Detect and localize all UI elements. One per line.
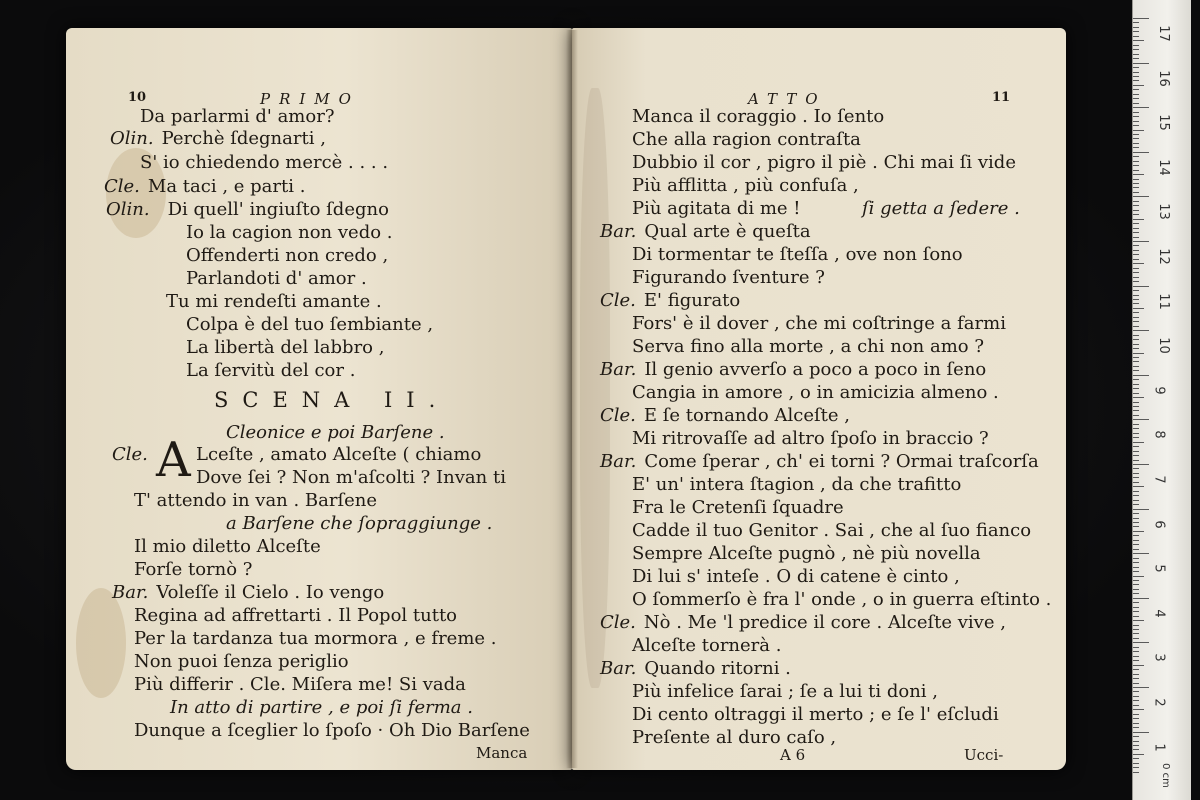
ruler-tick [1133, 237, 1139, 238]
ruler-tick [1133, 344, 1139, 345]
ruler-tick [1133, 549, 1139, 550]
verse-line: Sempre Alceſte pugnò , nè più novella [632, 543, 981, 564]
ruler-tick [1133, 18, 1149, 19]
ruler-tick [1133, 353, 1144, 354]
verse-line: Più infelice ſarai ; ſe a lui ti doni , [632, 681, 938, 702]
ruler-tick [1133, 370, 1139, 371]
ruler-tick [1133, 562, 1139, 563]
ruler-tick [1133, 397, 1144, 398]
measuring-ruler [1132, 0, 1191, 800]
ruler-tick [1133, 375, 1149, 376]
ruler-tick [1133, 152, 1149, 153]
ruler-tick [1133, 580, 1139, 581]
paper-stain [580, 88, 610, 688]
ruler-tick [1133, 522, 1139, 523]
ruler-tick [1133, 286, 1149, 287]
ruler-tick [1133, 616, 1139, 617]
ruler-tick [1133, 625, 1139, 626]
ruler-tick [1133, 460, 1139, 461]
ruler-tick [1133, 205, 1139, 206]
verse-line: Per la tardanza tua mormora , e freme . [134, 628, 497, 649]
ruler-tick [1133, 691, 1139, 692]
ruler-tick [1133, 388, 1139, 389]
ruler-tick [1133, 165, 1139, 166]
ruler-tick [1133, 366, 1139, 367]
ruler-tick [1133, 49, 1139, 50]
ruler-tick [1133, 428, 1139, 429]
ruler-tick [1133, 312, 1139, 313]
verse-line: Manca il coraggio . Io ſento [632, 106, 885, 127]
running-head: PRIMO [260, 90, 360, 108]
verse-line: Parlandoti d' amor . [186, 268, 367, 289]
ruler-tick [1133, 232, 1139, 233]
ruler-tick [1133, 63, 1149, 64]
ruler-tick [1133, 31, 1139, 32]
ruler-tick [1133, 535, 1139, 536]
ruler-tick [1133, 303, 1139, 304]
ruler-tick [1133, 718, 1139, 719]
verse-line: Dove ſei ? Non m'aſcolti ? Invan ti [196, 467, 506, 488]
right-page [572, 28, 1066, 770]
verse-line: Bar. Quando ritorni . [600, 658, 791, 679]
ruler-label: 6 [1151, 519, 1167, 529]
ruler-tick [1133, 455, 1139, 456]
ruler-tick [1133, 518, 1139, 519]
ruler-label: 8 [1151, 430, 1167, 440]
ruler-tick [1133, 687, 1149, 688]
ruler-label: 15 [1155, 114, 1171, 131]
ruler-tick [1133, 76, 1139, 77]
verse-line: Fors' è il dover , che mi coſtringe a farmi [632, 313, 1006, 334]
ruler-tick [1133, 647, 1139, 648]
ruler-tick [1133, 348, 1139, 349]
ruler-tick [1133, 143, 1139, 144]
ruler-label: 14 [1155, 159, 1171, 176]
ruler-tick [1133, 210, 1139, 211]
ruler-tick [1133, 147, 1139, 148]
ruler-tick [1133, 219, 1144, 220]
scene-heading: SCENA II. [214, 388, 450, 412]
verse-line: Forſe tornò ? [134, 559, 253, 580]
ruler-tick [1133, 419, 1149, 420]
running-head: ATTO [748, 90, 827, 108]
ruler-tick [1133, 540, 1139, 541]
ruler-tick [1133, 36, 1139, 37]
ruler-tick [1133, 665, 1144, 666]
verse-line: Più agitata di me ! [632, 198, 801, 219]
ruler-tick [1133, 486, 1144, 487]
ruler-tick [1133, 709, 1144, 710]
verse-line: Cle. E' figurato [600, 290, 741, 311]
ruler-tick [1133, 170, 1139, 171]
ruler-tick [1133, 339, 1139, 340]
ruler-label: 2 [1151, 698, 1167, 707]
ruler-label: 5 [1151, 564, 1167, 573]
ruler-tick [1133, 451, 1139, 452]
verse-line: Il mio diletto Alceſte [134, 536, 321, 557]
ruler-tick [1133, 696, 1139, 697]
ruler-tick [1133, 254, 1139, 255]
ruler-tick [1133, 335, 1139, 336]
signature-mark: A 6 [780, 746, 806, 764]
ruler-tick [1133, 567, 1139, 568]
ruler-tick [1133, 424, 1139, 425]
verse-line: Bar. Voleſſe il Cielo . Io vengo [112, 582, 385, 603]
verse-line: Offenderti non credo , [186, 245, 389, 266]
ruler-tick [1133, 321, 1139, 322]
ruler-tick [1133, 571, 1139, 572]
ruler-tick [1133, 629, 1139, 630]
book-gutter [566, 30, 578, 768]
ruler-label: 17 [1155, 25, 1171, 42]
ruler-label: 3 [1151, 653, 1167, 663]
verse-line: O ſommerſo è fra l' onde , o in guerra eſtinto . [632, 589, 1052, 610]
ruler-tick [1133, 241, 1149, 242]
ruler-label: 10 [1155, 337, 1171, 354]
verse-line: Che alla ragion contraſta [632, 129, 861, 150]
ruler-tick [1133, 410, 1139, 411]
ruler-tick [1133, 651, 1139, 652]
verse-line: Fra le Cretenſi ſquadre [632, 497, 844, 518]
ruler-tick [1133, 500, 1139, 501]
ruler-tick [1133, 130, 1144, 131]
ruler-tick [1133, 98, 1139, 99]
verse-line: Più afflitta , più confuſa , [632, 175, 859, 196]
verse-line: Serva fino alla morte , a chi non amo ? [632, 336, 984, 357]
ruler-tick [1133, 660, 1139, 661]
ruler-unit: 0 cm [1159, 763, 1171, 788]
ruler-tick [1133, 116, 1139, 117]
ruler-tick [1133, 678, 1139, 679]
ruler-tick [1133, 754, 1144, 755]
ruler-tick [1133, 611, 1139, 612]
ruler-tick [1133, 504, 1139, 505]
ruler-tick [1133, 620, 1144, 621]
verse-line: Più differir . Cle. Miſera me! Si vada [134, 674, 466, 695]
verse-line: Bar. Qual arte è queſta [600, 221, 811, 242]
ruler-tick [1133, 138, 1139, 139]
verse-line: Dubbio il cor , pigro il piè . Chi mai ſi vide [632, 152, 1016, 173]
drop-cap: A [156, 432, 191, 488]
verse-line: Cadde il tuo Genitor . Sai , che al ſuo fianco [632, 520, 1032, 541]
left-page [66, 28, 572, 770]
ruler-tick [1133, 749, 1139, 750]
ruler-tick [1133, 107, 1149, 108]
ruler-tick [1133, 54, 1139, 55]
ruler-tick [1133, 112, 1139, 113]
ruler-tick [1133, 732, 1149, 733]
verse-line: Io la cagion non vedo . [186, 222, 393, 243]
verse-line: Regina ad affrettarti . Il Popol tutto [134, 605, 458, 626]
ruler-tick [1133, 772, 1139, 773]
verse-line: Olin. Di quell' ingiuſto ſdegno [106, 199, 389, 220]
ruler-tick [1133, 179, 1139, 180]
verse-line: Alceſte tornerà . [632, 635, 782, 656]
ruler-tick [1133, 272, 1139, 273]
ruler-label: 12 [1155, 248, 1171, 265]
ruler-tick [1133, 330, 1149, 331]
ruler-tick [1133, 196, 1149, 197]
ruler-tick [1133, 94, 1139, 95]
catchword: Ucci- [964, 746, 1004, 764]
ruler-label: 16 [1155, 69, 1171, 87]
scene-persons: Cleonice e poi Barſene . [226, 422, 445, 443]
verse-line: Di cento oltraggi il merto ; e ſe l' eſcludi [632, 704, 999, 725]
ruler-tick [1133, 526, 1139, 527]
ruler-tick [1133, 290, 1139, 291]
ruler-tick [1133, 174, 1144, 175]
ruler-label: 9 [1151, 386, 1167, 395]
verse-line: Olin. Perchè ſdegnarti , [110, 128, 326, 149]
ruler-tick [1133, 477, 1139, 478]
ruler-tick [1133, 558, 1139, 559]
catchword: Manca [476, 744, 528, 762]
ruler-tick [1133, 125, 1139, 126]
ruler-tick [1133, 80, 1139, 81]
stage-direction: a Barſene che ſopraggiunge . [226, 513, 493, 534]
ruler-tick [1133, 473, 1139, 474]
ruler-tick [1133, 299, 1139, 300]
verse-line: Bar. Il genio avverſo a poco a poco in ſeno [600, 359, 987, 380]
verse-line: Tu mi rendeſti amante . [166, 291, 382, 312]
verse-line: Colpa è del tuo ſembiante , [186, 314, 434, 335]
ruler-tick [1133, 437, 1139, 438]
ruler-tick [1133, 638, 1139, 639]
ruler-tick [1133, 58, 1139, 59]
ruler-tick [1133, 361, 1139, 362]
ruler-tick [1133, 228, 1139, 229]
ruler-label: 13 [1155, 203, 1171, 221]
verse-line: Non puoi ſenza periglio [134, 651, 349, 672]
ruler-label: 4 [1151, 609, 1167, 618]
ruler-tick [1133, 406, 1139, 407]
ruler-tick [1133, 263, 1144, 264]
ruler-tick [1133, 259, 1139, 260]
ruler-tick [1133, 379, 1139, 380]
ruler-tick [1133, 134, 1139, 135]
verse-line: Cle. Nò . Me 'l predice il core . Alceſte vive , [600, 612, 1006, 633]
ruler-tick [1133, 281, 1139, 282]
ruler-tick [1133, 393, 1139, 394]
speaker-label: Cle. [112, 444, 148, 465]
ruler-tick [1133, 495, 1139, 496]
ruler-tick [1133, 295, 1139, 296]
verse-line: Preſente al duro caſo , [632, 727, 837, 748]
ruler-tick [1133, 656, 1139, 657]
ruler-tick [1133, 741, 1139, 742]
ruler-tick [1133, 27, 1139, 28]
verse-line: Bar. Come ſperar , ch' ei torni ? Ormai traſcorſa [600, 451, 1039, 472]
ruler-tick [1133, 700, 1139, 701]
ruler-tick [1133, 593, 1139, 594]
ruler-label: 1 [1151, 742, 1167, 752]
ruler-tick [1133, 433, 1139, 434]
verse-line: La ſervitù del cor . [186, 360, 356, 381]
paper-stain [76, 588, 126, 698]
ruler-label: 11 [1155, 292, 1171, 310]
ruler-tick [1133, 727, 1139, 728]
ruler-tick [1133, 598, 1149, 599]
page-number: 10 [128, 90, 147, 105]
ruler-tick [1133, 121, 1139, 122]
ruler-tick [1133, 201, 1139, 202]
ruler-tick [1133, 45, 1139, 46]
ruler-tick [1133, 513, 1139, 514]
verse-line: Cle. Ma taci , e parti . [104, 176, 306, 197]
ruler-tick [1133, 442, 1144, 443]
verse-line: S' io chiedendo mercè . . . . [140, 152, 389, 173]
verse-line: E' un' intera ſtagion , da che trafitto [632, 474, 962, 495]
verse-line: Lceſte , amato Alceſte ( chiamo [196, 444, 482, 465]
ruler-tick [1133, 277, 1139, 278]
verse-line: Cangia in amore , o in amicizia almeno . [632, 382, 999, 403]
ruler-tick [1133, 22, 1139, 23]
ruler-tick [1133, 553, 1149, 554]
verse-line: Mi ritrovaſſe ad altro ſpoſo in braccio ? [632, 428, 989, 449]
ruler-tick [1133, 446, 1139, 447]
ruler-tick [1133, 384, 1139, 385]
ruler-tick [1133, 67, 1139, 68]
ruler-tick [1133, 482, 1139, 483]
ruler-tick [1133, 576, 1144, 577]
ruler-tick [1133, 642, 1149, 643]
ruler-label: 7 [1151, 475, 1167, 484]
ruler-tick [1133, 268, 1139, 269]
stage-direction: In atto di partire , e poi ſi ferma . [170, 697, 473, 718]
ruler-tick [1133, 402, 1139, 403]
ruler-tick [1133, 464, 1149, 465]
ruler-tick [1133, 40, 1144, 41]
ruler-tick [1133, 544, 1139, 545]
verse-line: Di lui s' inteſe . O di catene è cinto , [632, 566, 960, 587]
ruler-tick [1133, 531, 1144, 532]
ruler-tick [1133, 745, 1139, 746]
ruler-tick [1133, 223, 1139, 224]
ruler-tick [1133, 326, 1139, 327]
ruler-tick [1133, 156, 1139, 157]
ruler-tick [1133, 214, 1139, 215]
stage-direction: ſi getta a ſedere . [862, 198, 1020, 219]
ruler-tick [1133, 468, 1139, 469]
verse-line: Dunque a ſceglier lo ſpoſo · Oh Dio Barſene [134, 720, 530, 741]
ruler-tick [1133, 633, 1139, 634]
ruler-tick [1133, 683, 1139, 684]
ruler-tick [1133, 187, 1139, 188]
page-number: 11 [992, 90, 1011, 105]
ruler-tick [1133, 415, 1139, 416]
verse-line: Di tormentar te ſteſſa , ove non ſono [632, 244, 963, 265]
ruler-tick [1133, 103, 1139, 104]
verse-line: Da parlarmi d' amor? [140, 106, 335, 127]
ruler-tick [1133, 72, 1139, 73]
ruler-tick [1133, 723, 1139, 724]
ruler-tick [1133, 357, 1139, 358]
ruler-tick [1133, 589, 1139, 590]
verse-line: T' attendo in van . Barſene [134, 490, 378, 511]
ruler-tick [1133, 85, 1144, 86]
ruler-tick [1133, 705, 1139, 706]
ruler-tick [1133, 607, 1139, 608]
ruler-tick [1133, 491, 1139, 492]
ruler-tick [1133, 183, 1139, 184]
ruler-tick [1133, 669, 1139, 670]
ruler-tick [1133, 161, 1139, 162]
ruler-tick [1133, 674, 1139, 675]
ruler-tick [1133, 714, 1139, 715]
ruler-tick [1133, 736, 1139, 737]
verse-line: La libertà del labbro , [186, 337, 385, 358]
ruler-tick [1133, 245, 1139, 246]
ruler-tick [1133, 192, 1139, 193]
ruler-tick [1133, 584, 1139, 585]
ruler-tick [1133, 763, 1139, 764]
verse-line: Cle. E ſe tornando Alceſte , [600, 405, 850, 426]
ruler-tick [1133, 509, 1149, 510]
verse-line: Figurando ſventure ? [632, 267, 825, 288]
ruler-tick [1133, 89, 1139, 90]
ruler-tick [1133, 602, 1139, 603]
ruler-tick [1133, 250, 1139, 251]
ruler-tick [1133, 308, 1144, 309]
ruler-tick [1133, 767, 1139, 768]
ruler-tick [1133, 758, 1139, 759]
ruler-tick [1133, 317, 1139, 318]
